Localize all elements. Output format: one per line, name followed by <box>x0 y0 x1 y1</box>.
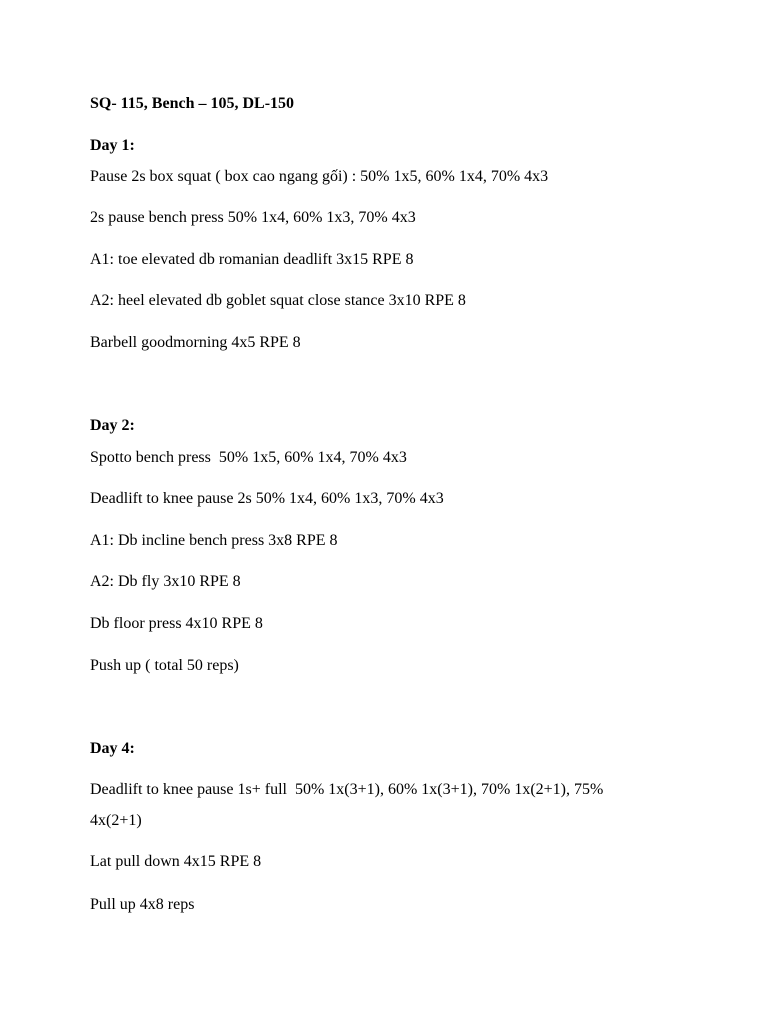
day-1-exercise: 2s pause bench press 50% 1x4, 60% 1x3, 70% 4x3 <box>90 209 416 226</box>
day-1-exercise: A2: heel elevated db goblet squat close stance 3x10 RPE 8 <box>90 292 466 309</box>
program-maxes-header: SQ- 115, Bench – 105, DL-150 <box>90 95 295 112</box>
day-4-exercise-continuation: 4x(2+1) <box>90 812 142 829</box>
day-1-title: Day 1: <box>90 137 135 154</box>
day-2-exercise: Push up ( total 50 reps) <box>90 657 239 674</box>
day-2-exercise: A1: Db incline bench press 3x8 RPE 8 <box>90 532 338 549</box>
day-1-exercise: Pause 2s box squat ( box cao ngang gối) : 50% 1x5, 60% 1x4, 70% 4x3 <box>90 168 549 185</box>
day-4-title: Day 4: <box>90 740 135 757</box>
day-1-exercise: Barbell goodmorning 4x5 RPE 8 <box>90 334 301 351</box>
day-2-exercise: Db floor press 4x10 RPE 8 <box>90 615 263 632</box>
day-2-exercise: Deadlift to knee pause 2s 50% 1x4, 60% 1x3, 70% 4x3 <box>90 490 444 507</box>
day-4-exercise: Pull up 4x8 reps <box>90 896 195 913</box>
day-1-exercise: A1: toe elevated db romanian deadlift 3x15 RPE 8 <box>90 251 414 268</box>
day-2-exercise: Spotto bench press 50% 1x5, 60% 1x4, 70% 4x3 <box>90 449 407 466</box>
day-4-exercise: Deadlift to knee pause 1s+ full 50% 1x(3+1), 60% 1x(3+1), 70% 1x(2+1), 75% <box>90 781 604 798</box>
day-4-exercise: Lat pull down 4x15 RPE 8 <box>90 853 262 870</box>
day-2-exercise: A2: Db fly 3x10 RPE 8 <box>90 573 241 590</box>
day-2-title: Day 2: <box>90 417 135 434</box>
